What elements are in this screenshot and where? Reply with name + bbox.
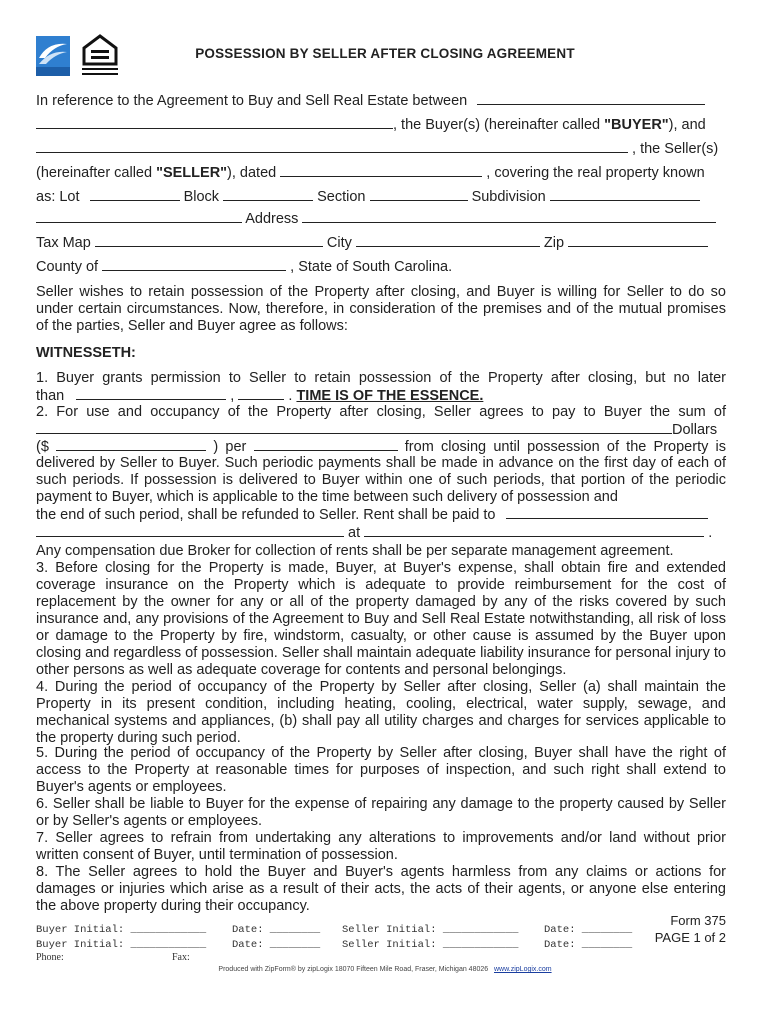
buyer-name-blank[interactable] xyxy=(36,116,393,129)
intro-line-2 xyxy=(36,116,726,134)
clause-7: 7. Seller agrees to refrain from undertaking any alterations to improvements and/or land without prior written consent of Buyer, until termination of possession. xyxy=(36,830,726,863)
seller-initial-1[interactable]: Seller Initial: ____________ xyxy=(342,924,519,936)
sum-amount-blank[interactable] xyxy=(56,438,206,451)
seller-initial-2[interactable]: Seller Initial: ____________ xyxy=(342,939,519,951)
clause-3: 3. Before closing for the Property is made, Buyer, at Buyer's expense, shall obtain fire and extended coverage insurance on the Property which is adequate to provide reimbursement for the cost of replacement by the owner for any or all of the property damaged by any of the risks covered by such insurance and, any provisions of the Agreement to Buy and Sell Real Estate notwithstanding, all risk of loss or damage to the Property by fire, windstorm, casualty, or other cause is assumed by the Buyer upon closing and regardless of possession. Seller shall maintain adequate liability insurance for personal injury to other persons as well as adequate coverage for contents and personal belongings. xyxy=(36,560,726,678)
dated-text: ), dated xyxy=(227,165,277,181)
intro-line-7 xyxy=(36,234,726,252)
seller-term: "SELLER" xyxy=(156,165,228,181)
clause-5: 5. During the period of occupancy of the Property by Seller after closing, Buyer shall have the right of access to the Property at reasonable times for purposes of inspection, and such right shall extend to Buyer's agents or employees. xyxy=(36,745,726,795)
dollars-text: Dollars xyxy=(672,422,718,438)
clause-6: 6. Seller shall be liable to Buyer for the expense of repairing any damage to the property caused by Seller or by Seller's agents or employees. xyxy=(36,796,726,829)
subdivision-label: Subdivision xyxy=(471,189,546,205)
buyer-label: , the Buyer(s) (hereinafter called xyxy=(393,117,605,133)
block-label: Block xyxy=(183,189,220,205)
than-text: than xyxy=(36,388,65,404)
section-label: Section xyxy=(317,189,366,205)
buyer-term: "BUYER" xyxy=(604,117,669,133)
intro-line-1 xyxy=(36,92,726,110)
dollar-open: ($ xyxy=(36,439,49,455)
clause-2-rest: delivered by Seller to Buyer. Such periodic payments shall be made in advance on the first day of each of such periods. If possession is delivered to Buyer within one of such periods, that portion of the periodic payment to Buyer, which is applicable to the time between such delivery of possession and xyxy=(36,455,726,505)
form-number: Form 375 xyxy=(670,913,726,928)
period-blank[interactable] xyxy=(254,438,398,451)
seller-wishes-paragraph: Seller wishes to retain possession of the Property after closing, and Buyer is willing for Seller to do so under certain circumstances. Now, therefore, in consideration of the premises and of the mutual promises of the parties, Seller and Buyer agree as follows: xyxy=(36,284,726,334)
subdivision-blank[interactable] xyxy=(550,188,700,201)
sum-words-blank[interactable] xyxy=(36,421,672,434)
state-text: , State of South Carolina. xyxy=(290,259,453,275)
clause-4: 4. During the period of occupancy of the Property by Seller after closing, Seller (a) shall maintain the Property in its present condition, including heating, cooling, electrical, water supply, sewage, and mechanical systems and appliances, (b) shall pay all utility charges and charges for services applicable to the property during such period. xyxy=(36,679,726,746)
address-blank[interactable] xyxy=(302,210,716,223)
intro-line-8 xyxy=(36,258,726,276)
at-text: at xyxy=(348,525,361,541)
and-text: ), and xyxy=(668,117,706,133)
time-essence-text: TIME IS OF THE ESSENCE. xyxy=(296,388,484,404)
page-number: PAGE 1 of 2 xyxy=(654,930,726,945)
buyer-date-1[interactable]: Date: ________ xyxy=(232,924,321,936)
buyer-initial-2[interactable]: Buyer Initial: ____________ xyxy=(36,939,207,951)
zip-label: Zip xyxy=(543,235,565,251)
buyer-seller-blank[interactable] xyxy=(477,92,705,105)
dated-blank[interactable] xyxy=(280,164,482,177)
clause-2-rent-line xyxy=(36,506,708,524)
clause-1-line-2 xyxy=(36,387,483,405)
clause-2-line-2 xyxy=(36,421,717,439)
lot-blank[interactable] xyxy=(90,188,180,201)
rent-payee-blank[interactable] xyxy=(506,506,708,519)
block-blank[interactable] xyxy=(223,188,313,201)
payee-address-blank[interactable] xyxy=(364,524,704,537)
seller-name-blank[interactable] xyxy=(36,140,628,153)
zip-blank[interactable] xyxy=(568,234,708,247)
intro-line-5 xyxy=(36,188,726,206)
address-label: Address xyxy=(245,211,299,227)
intro-line-6 xyxy=(36,210,726,228)
city-blank[interactable] xyxy=(356,234,540,247)
seller-label: , the Seller(s) xyxy=(632,141,719,157)
clause-2-line-3 xyxy=(36,438,726,456)
clause-2-at-line xyxy=(36,524,712,542)
lot-label: as: Lot xyxy=(36,189,80,205)
witnesseth-heading: WITNESSETH: xyxy=(36,345,136,361)
seller-date-2[interactable]: Date: ________ xyxy=(544,939,633,951)
seller-date-1[interactable]: Date: ________ xyxy=(544,924,633,936)
phone-label: Phone: xyxy=(36,952,64,963)
taxmap-blank[interactable] xyxy=(95,234,323,247)
fax-label: Fax: xyxy=(172,952,190,963)
covering-text: , covering the real property known xyxy=(486,165,705,181)
comma-text: , xyxy=(230,388,235,404)
document-title: POSSESSION BY SELLER AFTER CLOSING AGREEMENT xyxy=(195,46,575,61)
buyer-date-2[interactable]: Date: ________ xyxy=(232,939,321,951)
county-label: County of xyxy=(36,259,99,275)
produced-text: Produced with ZipForm® by zipLogix 18070 Fifteen Mile Road, Fraser, Michigan 48026 xyxy=(218,966,489,973)
compensation-line: Any compensation due Broker for collection of rents shall be per separate management agreement. xyxy=(36,543,674,559)
section-blank[interactable] xyxy=(370,188,468,201)
county-blank[interactable] xyxy=(102,258,286,271)
clause-2-line-1: 2. For use and occupancy of the Property after closing, Seller agrees to pay to Buyer the sum of xyxy=(36,404,726,420)
intro-line-4 xyxy=(36,164,726,182)
possession-year-blank[interactable] xyxy=(238,387,284,400)
city-label: City xyxy=(326,235,352,251)
from-closing-text: from closing until possession of the Property is xyxy=(404,439,727,455)
clause-1-line-1: 1. Buyer grants permission to Seller to retain possession of the Property after closing, but no later xyxy=(36,370,726,386)
per-text: ) per xyxy=(213,439,247,455)
period-text: . xyxy=(288,388,293,404)
address-pre-blank[interactable] xyxy=(36,210,242,223)
intro-text: In reference to the Agreement to Buy and Sell Real Estate between xyxy=(36,93,468,109)
intro-line-3 xyxy=(36,140,726,158)
form-info xyxy=(655,912,726,946)
taxmap-label: Tax Map xyxy=(36,235,91,251)
ziplogix-link[interactable]: www.zipLogix.com xyxy=(494,966,552,973)
period-end: . xyxy=(708,525,713,541)
produced-by-line xyxy=(0,966,770,973)
possession-date-blank[interactable] xyxy=(76,387,226,400)
rent-paid-text: the end of such period, shall be refunded to Seller. Rent shall be paid to xyxy=(36,507,496,523)
payee-name-blank[interactable] xyxy=(36,524,344,537)
seller-def-text: (hereinafter called xyxy=(36,165,157,181)
buyer-initial-1[interactable]: Buyer Initial: ____________ xyxy=(36,924,207,936)
clause-8: 8. The Seller agrees to hold the Buyer and Buyer's agents harmless from any claims or actions for damages or injuries which arise as a result of their acts, the acts of their agents, or anyone else entering the above property during their occupancy. xyxy=(36,864,726,914)
